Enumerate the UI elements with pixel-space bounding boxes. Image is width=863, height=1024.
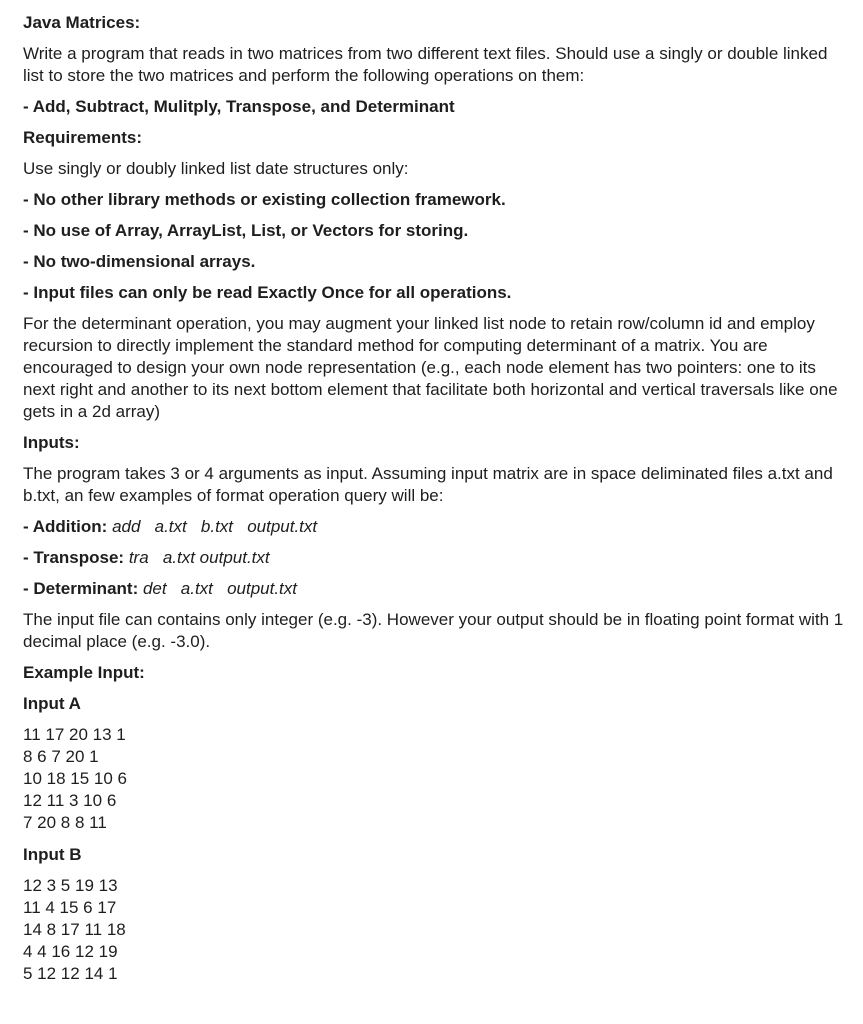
example-command: tra a.txt output.txt <box>128 548 270 567</box>
output-format-note: The input file can contains only integer (e.g. -3). However your output should be in floating point format with 1 decimal place (e.g. -3.0). <box>23 610 844 651</box>
matrix-row: 7 20 8 8 11 <box>23 813 107 832</box>
example-input-heading: Example Input: <box>23 663 145 682</box>
determinant-note: For the determinant operation, you may augment your linked list node to retain row/column id and employ recursion to directly implement the standard method for computing determinant of a matrix. You are encouraged to design your own node representation (e.g., each node element has two pointers: one to its next right and another to its next bottom element that facilitate both horizontal and vertical traversals like one gets in a 2d array) <box>23 314 838 421</box>
requirement-item: - No two-dimensional arrays. <box>23 252 256 271</box>
matrix-row: 11 17 20 13 1 <box>23 725 126 744</box>
inputs-intro: The program takes 3 or 4 arguments as input. Assuming input matrix are in space deliminated files a.txt and b.txt, an few examples of format operation query will be: <box>23 464 833 505</box>
intro-paragraph: Write a program that reads in two matrices from two different text files. Should use a singly or double linked list to store the two matrices and perform the following operations on them: <box>23 44 828 85</box>
example-command: add a.txt b.txt output.txt <box>112 517 318 536</box>
requirement-item: - Input files can only be read Exactly Once for all operations. <box>23 283 512 302</box>
matrix-row: 4 4 16 12 19 <box>23 942 118 961</box>
matrix-row: 11 4 15 6 17 <box>23 898 117 917</box>
example-command: det a.txt output.txt <box>142 579 297 598</box>
input-b-matrix <box>23 875 847 985</box>
input-a-matrix <box>23 724 847 834</box>
requirements-intro: Use singly or doubly linked list date structures only: <box>23 159 409 178</box>
document-title: Java Matrices: <box>23 13 141 32</box>
matrix-row: 5 12 12 14 1 <box>23 964 118 983</box>
input-a-heading: Input A <box>23 694 81 713</box>
matrix-row: 12 3 5 19 13 <box>23 876 118 895</box>
matrix-row: 10 18 15 10 6 <box>23 769 127 788</box>
matrix-row: 14 8 17 11 18 <box>23 920 126 939</box>
example-label: - Addition: <box>23 517 108 536</box>
example-determinant <box>23 578 847 600</box>
example-addition <box>23 516 847 538</box>
input-b-heading: Input B <box>23 845 82 864</box>
requirement-item: - No other library methods or existing collection framework. <box>23 190 506 209</box>
matrix-row: 8 6 7 20 1 <box>23 747 99 766</box>
matrix-row: 12 11 3 10 6 <box>23 791 117 810</box>
example-transpose <box>23 547 847 569</box>
example-label: - Determinant: <box>23 579 139 598</box>
operations-line: - Add, Subtract, Mulitply, Transpose, and Determinant <box>23 97 455 116</box>
requirements-heading: Requirements: <box>23 128 143 147</box>
inputs-heading: Inputs: <box>23 433 80 452</box>
example-label: - Transpose: <box>23 548 125 567</box>
requirement-item: - No use of Array, ArrayList, List, or Vectors for storing. <box>23 221 469 240</box>
